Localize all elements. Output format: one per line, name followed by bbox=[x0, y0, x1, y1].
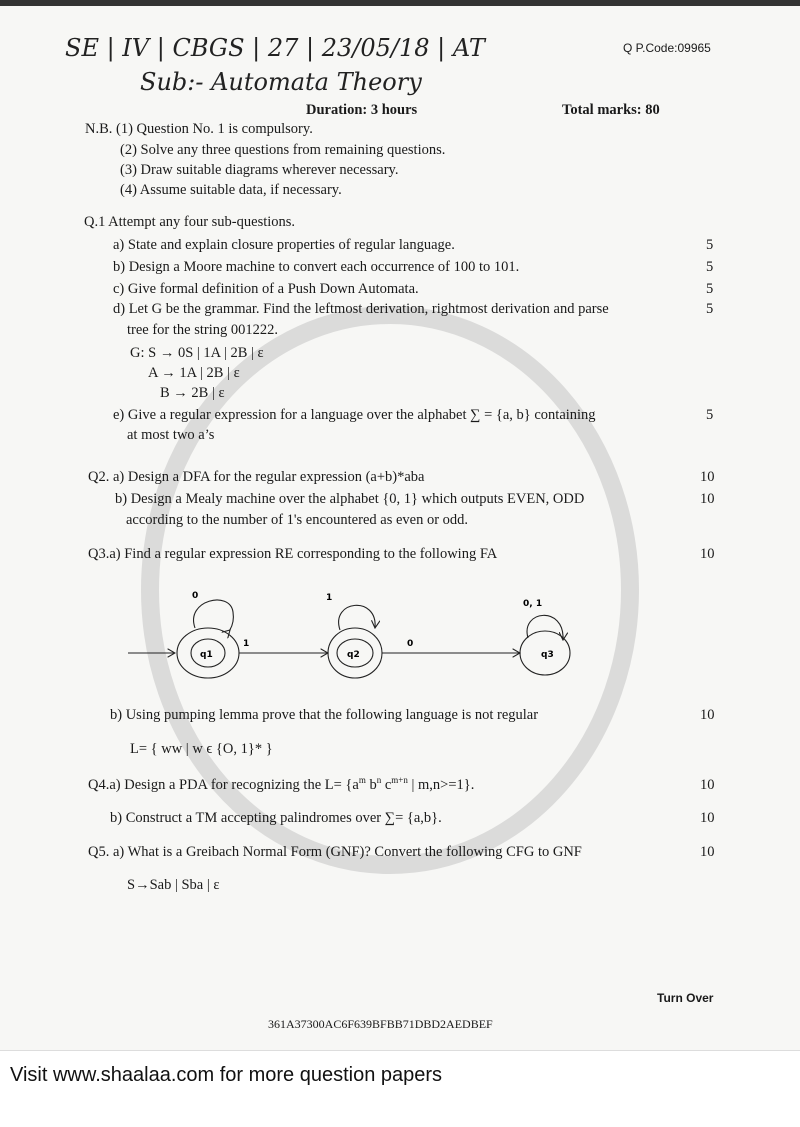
q1-e-cont: at most two a’s bbox=[127, 427, 215, 443]
q1-d-marks: 5 bbox=[706, 301, 714, 317]
paper-code: Q P.Code:09965 bbox=[623, 41, 711, 55]
q5-a-marks: 10 bbox=[700, 844, 715, 860]
loop-q3-label: 0, 1 bbox=[523, 599, 543, 609]
total-marks: Total marks: 80 bbox=[562, 102, 660, 118]
note-1: N.B. (1) Question No. 1 is compulsory. bbox=[85, 121, 313, 137]
note-2: (2) Solve any three questions from remaining questions. bbox=[120, 142, 446, 158]
loop-q3 bbox=[527, 615, 563, 640]
state-q3-label: q3 bbox=[541, 650, 554, 660]
q3-a-marks: 10 bbox=[700, 546, 715, 562]
edge-q1-q2-label: 1 bbox=[243, 639, 250, 649]
q1-e: e) Give a regular expression for a language over the alphabet ∑ = {a, b} containing bbox=[113, 407, 596, 423]
q2-b-marks: 10 bbox=[700, 491, 715, 507]
q3-b-marks: 10 bbox=[700, 707, 715, 723]
duration: Duration: 3 hours bbox=[306, 102, 418, 118]
state-q1-label: q1 bbox=[200, 650, 213, 660]
q1-b-marks: 5 bbox=[706, 259, 714, 275]
loop-q2-label: 1 bbox=[326, 593, 333, 603]
q2-b-cont: according to the number of 1's encountered as even or odd. bbox=[126, 512, 469, 528]
footer bbox=[0, 1050, 800, 1127]
q1-b: b) Design a Moore machine to convert each occurrence of 100 to 101. bbox=[113, 259, 520, 275]
q2-a-marks: 10 bbox=[700, 469, 715, 485]
note-3: (3) Draw suitable diagrams wherever necessary. bbox=[120, 162, 399, 178]
q5-a: Q5. a) What is a Greibach Normal Form (GNF)? Convert the following CFG to GNF bbox=[88, 844, 582, 860]
q1-d: d) Let G be the grammar. Find the leftmost derivation, rightmost derivation and parse bbox=[113, 301, 609, 317]
q3-b: b) Using pumping lemma prove that the following language is not regular bbox=[110, 707, 539, 723]
q3-a: Q3.a) Find a regular expression RE corresponding to the following FA bbox=[88, 546, 498, 562]
q1-title: Q.1 Attempt any four sub-questions. bbox=[84, 214, 296, 230]
finite-automaton-diagram bbox=[100, 580, 600, 690]
q4-b-marks: 10 bbox=[700, 810, 715, 826]
note-4: (4) Assume suitable data, if necessary. bbox=[120, 182, 342, 198]
scan-edge bbox=[0, 0, 800, 6]
q1-c-marks: 5 bbox=[706, 281, 714, 297]
loop-q1-label: 0 bbox=[192, 591, 199, 601]
q1-a-marks: 5 bbox=[706, 237, 714, 253]
loop-q1 bbox=[194, 600, 234, 630]
q1-d-cont: tree for the string 001222. bbox=[127, 322, 279, 338]
grammar-a: A → 1A | 2B | ε bbox=[148, 365, 240, 381]
q2-a: Q2. a) Design a DFA for the regular expression (a+b)*aba bbox=[88, 469, 425, 485]
edge-q2-q3-label: 0 bbox=[407, 639, 414, 649]
q1-a: a) State and explain closure properties of regular language. bbox=[113, 237, 455, 253]
q1-c: c) Give formal definition of a Push Down Automata. bbox=[113, 281, 419, 297]
q4-b: b) Construct a TM accepting palindromes over ∑= {a,b}. bbox=[110, 810, 442, 826]
q1-e-marks: 5 bbox=[706, 407, 714, 423]
q4-a-marks: 10 bbox=[700, 777, 715, 793]
grammar-b: B → 2B | ε bbox=[160, 385, 225, 401]
turn-over: Turn Over bbox=[657, 991, 714, 1005]
q2-b: b) Design a Mealy machine over the alphabet {0, 1} which outputs EVEN, ODD bbox=[115, 491, 585, 507]
state-q2-label: q2 bbox=[347, 650, 360, 660]
q3-language: L= { ww | w ϵ {O, 1}* } bbox=[130, 741, 273, 757]
q5-cfg: S→Sab | Sba | ε bbox=[127, 877, 220, 893]
footer-link-text[interactable]: Visit www.shaalaa.com for more question papers bbox=[10, 1064, 443, 1086]
q4-a: Q4.a) Design a PDA for recognizing the $L= \{a^m$ $b^n$ $c^{m+n}$ | m,n>=1}. bbox=[88, 775, 475, 793]
paper-hash: 361A37300AC6F639BFBB71DBD2AEDBEF bbox=[268, 1017, 493, 1031]
loop-q2 bbox=[339, 605, 376, 630]
grammar-s: G: S → 0S | 1A | 2B | ε bbox=[130, 345, 264, 361]
handwritten-subject: Sub:- Automata Theory bbox=[140, 68, 422, 96]
handwritten-header: SE | IV | CBGS | 27 | 23/05/18 | AT bbox=[65, 34, 485, 62]
